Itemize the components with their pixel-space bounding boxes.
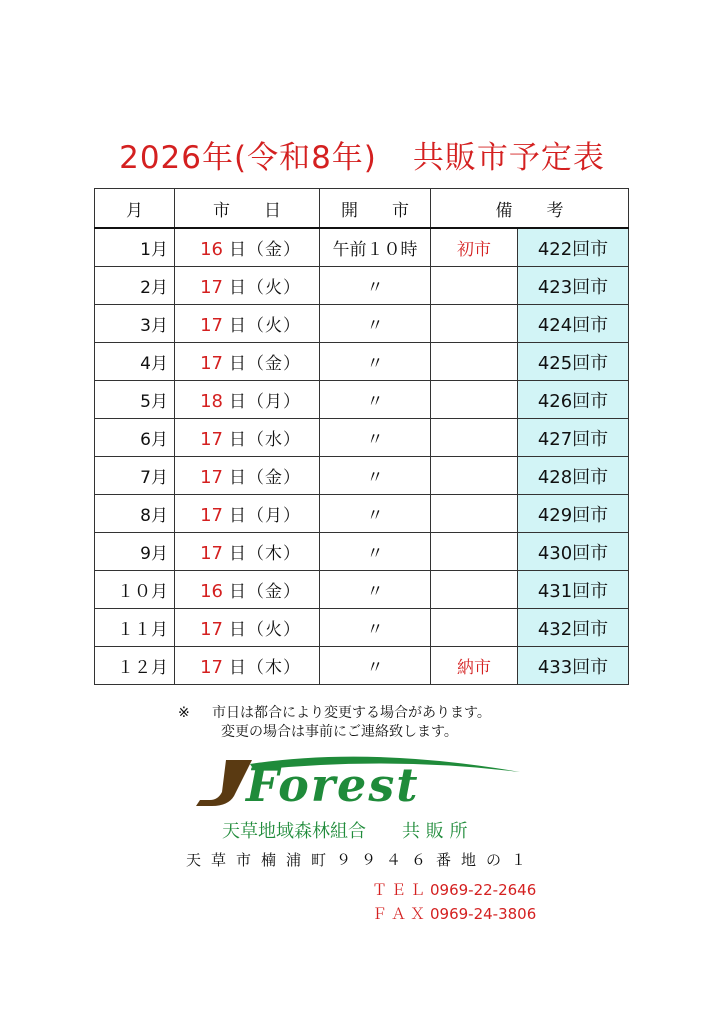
cell-open: 〃: [320, 495, 431, 533]
cell-note: [431, 609, 518, 647]
cell-note: [431, 419, 518, 457]
note-mark: ※: [178, 705, 190, 721]
table-row: [95, 381, 629, 419]
cell-open: 〃: [320, 419, 431, 457]
cell-market-number: 430回市: [518, 533, 629, 571]
cell-month: １２月: [95, 647, 175, 685]
organization-name: 天草地域森林組合 共 販 所: [222, 821, 468, 842]
cell-month: 6月: [95, 419, 175, 457]
cell-day-weekday: 日（金）: [229, 468, 301, 488]
cell-day-weekday: 日（月）: [229, 506, 301, 526]
cell-day-number: 17: [200, 505, 223, 526]
fax-number: 0969-24-3806: [430, 905, 537, 923]
cell-day: [175, 267, 320, 305]
schedule-notes: [178, 704, 491, 742]
table-row: [95, 533, 629, 571]
cell-day: [175, 457, 320, 495]
cell-open: 〃: [320, 533, 431, 571]
cell-note: [431, 495, 518, 533]
cell-market-number: 422回市: [518, 228, 629, 267]
cell-market-number: 428回市: [518, 457, 629, 495]
cell-note: 納市: [431, 647, 518, 685]
cell-market-number: 426回市: [518, 381, 629, 419]
cell-month: 2月: [95, 267, 175, 305]
title-year: 2026年(令和8年): [119, 140, 377, 176]
cell-day-weekday: 日（火）: [229, 316, 301, 336]
cell-day: [175, 343, 320, 381]
cell-day-weekday: 日（金）: [229, 582, 301, 602]
cell-day: [175, 609, 320, 647]
cell-market-number: 431回市: [518, 571, 629, 609]
cell-note: 初市: [431, 228, 518, 267]
cell-market-number: 432回市: [518, 609, 629, 647]
cell-day-weekday: 日（火）: [229, 278, 301, 298]
cell-day-number: 16: [200, 239, 223, 260]
cell-open: 〃: [320, 609, 431, 647]
cell-open: 〃: [320, 457, 431, 495]
logo-wordmark: Forest: [246, 758, 420, 812]
cell-month: 9月: [95, 533, 175, 571]
address: 天草市楠浦町９９４６番地の１: [186, 851, 537, 869]
cell-open: 〃: [320, 647, 431, 685]
cell-day: [175, 571, 320, 609]
table-row: [95, 495, 629, 533]
cell-day: [175, 228, 320, 267]
cell-day-number: 17: [200, 543, 223, 564]
header-month: 月: [95, 189, 175, 229]
header-open: 開 市: [320, 189, 431, 229]
cell-open: 午前１０時: [320, 228, 431, 267]
page-title: [0, 132, 724, 177]
cell-open: 〃: [320, 267, 431, 305]
note-line-1: ※ 市日は都合により変更する場合があります。: [178, 705, 491, 721]
table-row: [95, 343, 629, 381]
cell-day: [175, 305, 320, 343]
cell-day-weekday: 日（金）: [229, 354, 301, 374]
cell-day-number: 17: [200, 353, 223, 374]
cell-note: [431, 381, 518, 419]
cell-market-number: 429回市: [518, 495, 629, 533]
table-row: [95, 609, 629, 647]
cell-month: 7月: [95, 457, 175, 495]
cell-month: 3月: [95, 305, 175, 343]
cell-day-number: 17: [200, 619, 223, 640]
cell-day-weekday: 日（火）: [229, 620, 301, 640]
cell-day-weekday: 日（金）: [229, 240, 301, 260]
cell-open: 〃: [320, 381, 431, 419]
cell-month: 1月: [95, 228, 175, 267]
cell-day-weekday: 日（木）: [229, 544, 301, 564]
tel-line: [372, 879, 536, 900]
cell-day-number: 17: [200, 429, 223, 450]
table-header-row: [95, 189, 629, 229]
cell-note: [431, 457, 518, 495]
schedule-body: [95, 228, 629, 685]
cell-day: [175, 419, 320, 457]
schedule-table: [94, 188, 629, 685]
table-row: [95, 267, 629, 305]
header-note: 備 考: [431, 189, 629, 229]
cell-market-number: 433回市: [518, 647, 629, 685]
cell-month: 4月: [95, 343, 175, 381]
table-row: [95, 647, 629, 685]
cell-day-number: 17: [200, 315, 223, 336]
cell-day: [175, 533, 320, 571]
cell-month: １１月: [95, 609, 175, 647]
header-day: 市 日: [175, 189, 320, 229]
cell-day-number: 17: [200, 277, 223, 298]
cell-day-weekday: 日（木）: [229, 658, 301, 678]
cell-month: 8月: [95, 495, 175, 533]
table-row: [95, 457, 629, 495]
cell-month: 5月: [95, 381, 175, 419]
cell-open: 〃: [320, 571, 431, 609]
table-row: [95, 419, 629, 457]
tel-label: ＴＥＬ: [372, 881, 430, 899]
table-row: [95, 571, 629, 609]
title-main: 共販市予定表: [412, 140, 605, 176]
cell-market-number: 424回市: [518, 305, 629, 343]
cell-day-number: 16: [200, 581, 223, 602]
cell-day: [175, 381, 320, 419]
note-line-2: 変更の場合は事前にご連絡致します。: [221, 724, 458, 740]
cell-day-number: 17: [200, 657, 223, 678]
cell-note: [431, 343, 518, 381]
cell-note: [431, 571, 518, 609]
cell-day: [175, 647, 320, 685]
cell-note: [431, 267, 518, 305]
cell-note: [431, 305, 518, 343]
cell-market-number: 427回市: [518, 419, 629, 457]
tel-number: 0969-22-2646: [430, 881, 537, 899]
cell-market-number: 425回市: [518, 343, 629, 381]
cell-open: 〃: [320, 305, 431, 343]
cell-day-number: 18: [200, 391, 223, 412]
table-row: [95, 228, 629, 267]
cell-day-weekday: 日（水）: [229, 430, 301, 450]
cell-month: １０月: [95, 571, 175, 609]
cell-day: [175, 495, 320, 533]
fax-line: [372, 903, 536, 924]
cell-day-number: 17: [200, 467, 223, 488]
cell-note: [431, 533, 518, 571]
cell-day-weekday: 日（月）: [229, 392, 301, 412]
table-row: [95, 305, 629, 343]
cell-market-number: 423回市: [518, 267, 629, 305]
fax-label: ＦＡＸ: [372, 905, 430, 923]
cell-open: 〃: [320, 343, 431, 381]
